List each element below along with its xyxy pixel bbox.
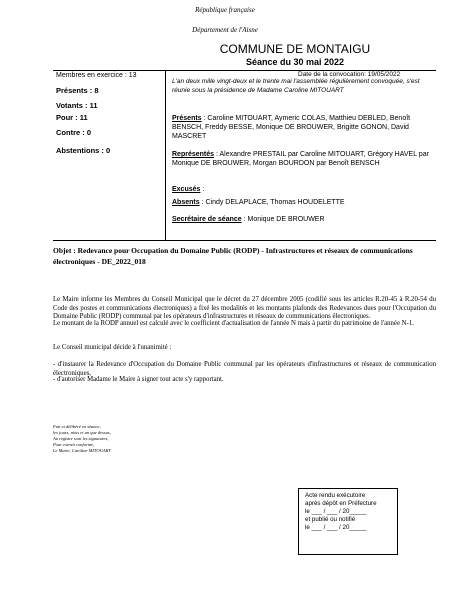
presents-count: Présents : 8 [56, 86, 99, 95]
acte-line: Acte rendu exécutoire [305, 492, 366, 499]
secretaire-label: Secrétaire de séance [172, 216, 242, 223]
body-paragraph-instaurer: - d'instaurer la Redevance d'Occupation du Domaine Public communal par les opérateurs d'infrastructures et réseaux de communication électroniques, [53, 361, 436, 377]
acte-line: et publié ou notifié [305, 516, 356, 523]
signature-line: Au registre sont les signatures, [53, 436, 109, 441]
body-paragraph-decree: Le Maire informe les Membres du Conseil Municipal que le décret du 27 décembre 2005 (codifié sous les articles R.20-45 à R.20-54 du Code des postes et communications électroniques) a fixé les modalités et les montants plafonds des Redevances dues pour l'Occupation du Domaine Public (RODP) communal par les opérateurs d'infrastructures et réseaux de communications électroniques. [53, 296, 436, 320]
excuses-list: : [200, 186, 205, 193]
signature-line: Le Maire, Caroline MITOUART [53, 448, 111, 453]
acte-executoire-box [298, 488, 398, 555]
pour-count: Pour : 11 [56, 113, 88, 122]
intro-text: L'an deux mille vingt-deux et le trente mai l'assemblée régulièrement convoquée, s'est réunie sous la présidence de Madame Caroline MITOUART [172, 78, 420, 94]
bottom-divider [53, 240, 436, 241]
vertical-divider [165, 70, 166, 240]
signature-line: Fait et délibéré en séance, [53, 424, 101, 429]
body-paragraph-autoriser: - d'autoriser Madame le Maire à signer tout acte s'y rapportant. [53, 376, 224, 383]
presents-section [172, 114, 434, 141]
representes-label: Représentés [172, 151, 215, 158]
excuses-section [172, 185, 434, 194]
commune-title: COMMUNE DE MONTAIGU [219, 42, 371, 56]
signature-line: les jours, mois et an que dessus, [53, 430, 111, 435]
republic-header: République française [195, 6, 255, 14]
objet-title: Objet : Redevance pour Occupation du Domaine Public (RODP) - Infrastructures et réseaux de communications électroniques - DE_2022_018 [53, 246, 413, 266]
members-count: Membres en exercice : 13 [56, 72, 137, 79]
absents-list: : Cindy DELAPLACE, Thomas HOUDELETTE [199, 199, 345, 206]
absents-section [172, 198, 434, 207]
acte-line: le ___ / ___ / 20_____ [305, 508, 367, 515]
representes-section [172, 150, 434, 168]
representes-list: : Alexandre PRESTAIL par Caroline MITOUART, Grégory HAVEL par Monique DE BROUWER, Morgan BOURDON par Benoît BENSCH [172, 151, 429, 167]
body-paragraph-decision: Le Conseil municipal décide à l'unanimité : [53, 344, 172, 351]
votants-count: Votants : 11 [56, 101, 98, 110]
excuses-label: Excusés [172, 186, 201, 193]
abstentions-count: Abstentions : 0 [56, 146, 111, 155]
presents-list: : Caroline MITOUART, Aymeric COLAS, Matthieu DEBLED, Benoît BENSCH, Freddy BESSE, Monique DE BROUWER, Brigitte GONON, David MASCRET [172, 115, 411, 140]
convocation-date: Date de la convocation: 19/05/2022 [298, 71, 401, 78]
absents-label: Absents [172, 199, 200, 206]
department-header: Département de l'Aisne [192, 26, 258, 34]
contre-count: Contre : 0 [56, 128, 92, 137]
acte-line: le ___ / ___ / 20_____ [305, 524, 367, 531]
acte-line: après dépôt en Préfecture [305, 500, 377, 507]
presents-label: Présents [172, 115, 202, 122]
secretaire-name: : Monique DE BROUWER [241, 216, 325, 223]
secretaire-section [172, 215, 434, 224]
seance-date: Séance du 30 mai 2022 [245, 57, 345, 67]
body-paragraph-amount: Le montant de la RODP annuel est calculé avec le coefficient d'actualisation de l'année N mais à partir du patrimoine de l'année N-1. [53, 320, 414, 327]
signature-line: Pour extrait conforme, [53, 442, 95, 447]
